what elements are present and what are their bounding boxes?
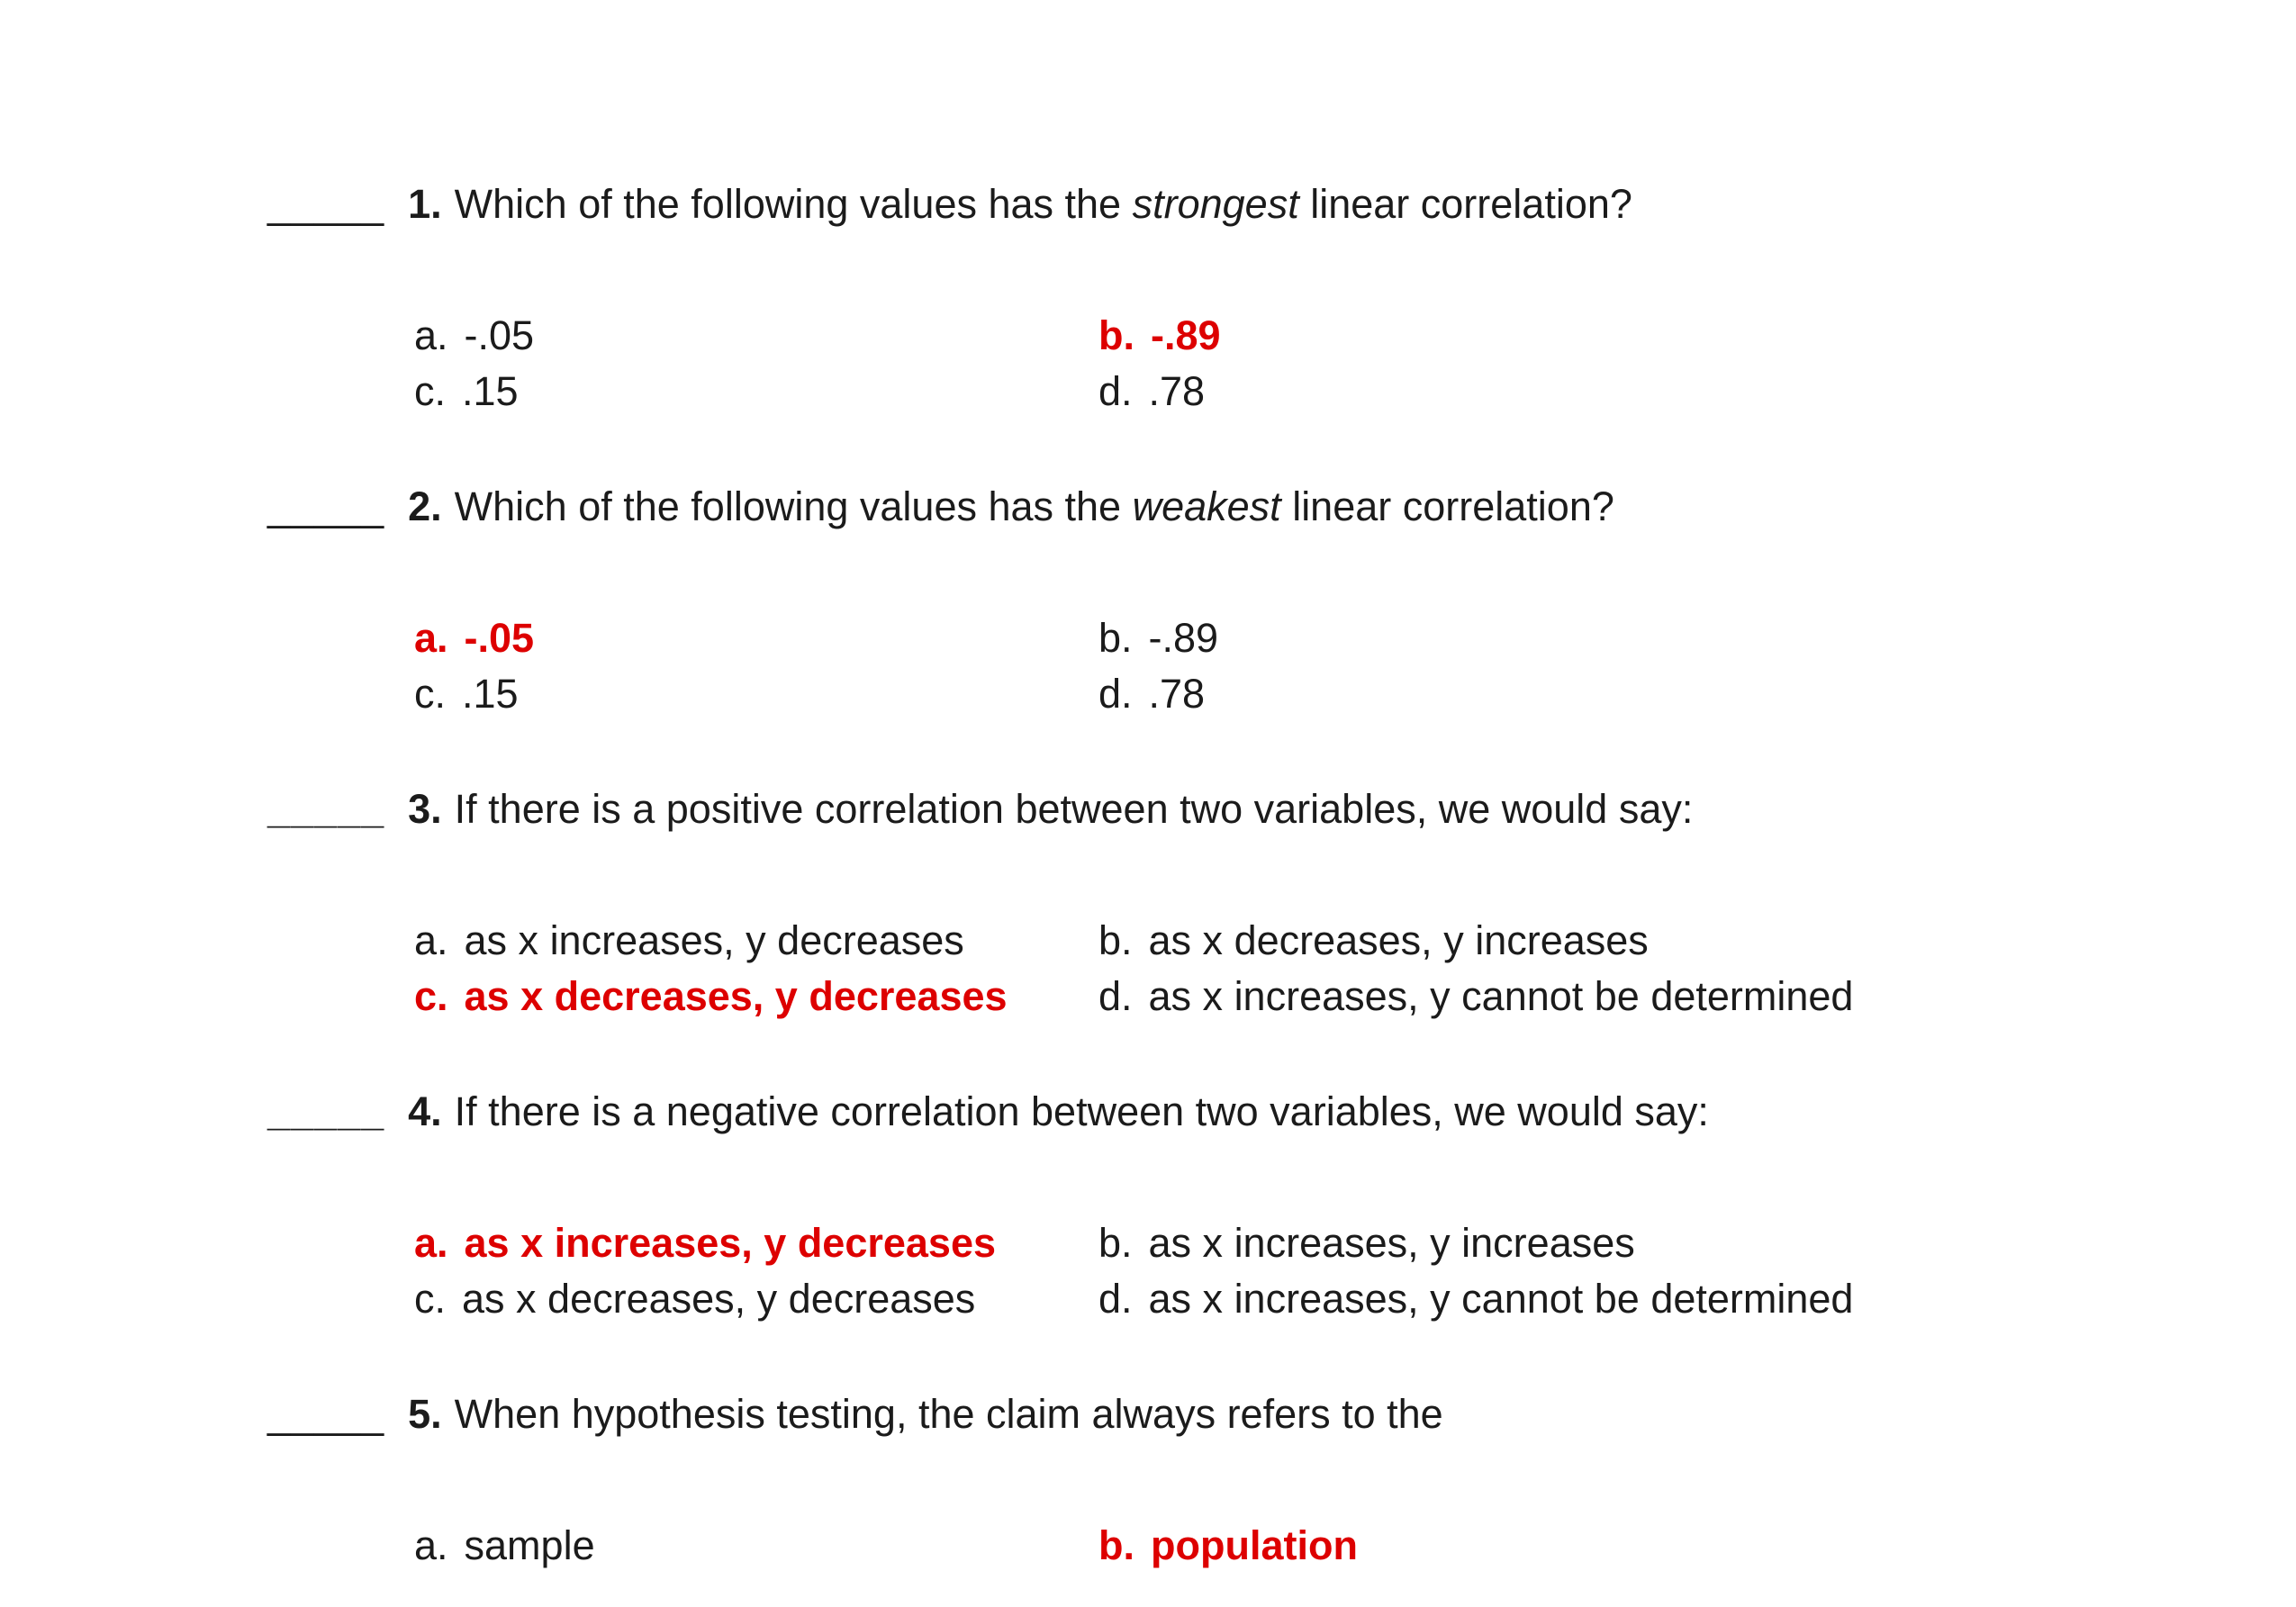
question-line [267,781,2242,837]
options-row [414,913,2242,969]
option-c [414,1271,1098,1327]
option-text: as x increases, y decreases [464,1220,997,1266]
option-d [1098,1271,1853,1327]
options-row [414,1518,2242,1574]
option-a [414,1518,1098,1574]
option-text: as x increases, y cannot be determined [1148,1276,1854,1322]
option-b [1098,308,1221,364]
option-d [1098,666,1205,722]
option-label: b. [1098,615,1133,661]
question-1 [267,176,2242,420]
options-row [414,308,2242,364]
question-line [267,1386,2242,1442]
option-text: -.89 [1151,312,1221,358]
question-text-after: linear correlation? [1298,181,1632,227]
options-row [414,364,2242,420]
option-text: -.05 [464,312,535,358]
question-text-before: Which of the following values has the [454,483,1133,529]
question-2 [267,479,2242,722]
option-c [414,364,1098,420]
question-text [455,1088,1709,1134]
question-3 [267,781,2242,1025]
option-label: d. [1098,671,1133,717]
option-label: a. [414,312,448,358]
option-c [414,666,1098,722]
option-label: c. [414,368,447,414]
question-number: 2. [408,483,442,529]
option-text: as x increases, y decreases [464,917,964,963]
option-c [414,969,1098,1025]
option-text: .15 [462,368,519,414]
option-label: b. [1098,1220,1133,1266]
options-row [414,1271,2242,1327]
option-b [1098,1215,1635,1271]
question-text-before: When hypothesis testing, the claim always refers to the [454,1391,1443,1437]
option-text: sample [464,1522,595,1568]
question-4 [267,1084,2242,1327]
option-text: as x decreases, y decreases [462,1276,976,1322]
question-text [455,181,1632,227]
option-label: a. [414,1522,448,1568]
option-label: c. [414,671,447,717]
answer-blank: _____ [267,181,385,227]
option-label: d. [1098,368,1133,414]
question-text-after: linear correlation? [1280,483,1614,529]
option-b [1098,1518,1358,1574]
options-row [414,1215,2242,1271]
options-list [414,1215,2242,1327]
option-label: c. [414,1276,447,1322]
option-label: c. [414,973,448,1019]
options-list [414,610,2242,722]
option-a [414,913,1098,969]
question-text-before: If there is a negative correlation between two variables, we would say: [454,1088,1709,1134]
option-label: b. [1098,1522,1134,1568]
option-label: a. [414,917,448,963]
option-text: as x increases, y increases [1148,1220,1635,1266]
option-text: -.89 [1148,615,1219,661]
question-number: 4. [408,1088,442,1134]
option-text: .78 [1148,671,1206,717]
question-line [267,1084,2242,1140]
option-text: as x increases, y cannot be determined [1148,973,1854,1019]
option-b [1098,913,1649,969]
option-a [414,1215,1098,1271]
option-label: a. [414,615,448,661]
option-text: population [1151,1522,1358,1568]
question-number: 3. [408,786,442,832]
options-row [414,610,2242,666]
option-text: as x decreases, y increases [1148,917,1649,963]
question-text [455,1391,1443,1437]
option-label: b. [1098,312,1134,358]
answer-blank: _____ [267,1088,385,1134]
question-emphasis: weakest [1132,483,1281,529]
option-b [1098,610,1218,666]
question-5 [267,1386,2242,1574]
answer-blank: _____ [267,786,385,832]
option-label: d. [1098,1276,1133,1322]
option-text: .78 [1148,368,1206,414]
question-text [455,483,1614,529]
option-text: .15 [462,671,519,717]
question-text-before: If there is a positive correlation between two variables, we would say: [454,786,1694,832]
option-label: a. [414,1220,448,1266]
question-emphasis: strongest [1132,181,1299,227]
question-line [267,479,2242,535]
options-row [414,666,2242,722]
options-list [414,913,2242,1025]
question-number: 1. [408,181,442,227]
options-list [414,308,2242,420]
option-text: as x decreases, y decreases [464,973,1008,1019]
options-list [414,1518,2242,1574]
option-text: -.05 [464,615,535,661]
question-line [267,176,2242,232]
question-text [455,786,1694,832]
option-a [414,308,1098,364]
option-label: d. [1098,973,1133,1019]
answer-blank: _____ [267,1391,385,1437]
question-number: 5. [408,1391,442,1437]
question-text-before: Which of the following values has the [454,181,1133,227]
options-row [414,969,2242,1025]
option-d [1098,364,1205,420]
option-a [414,610,1098,666]
answer-blank: _____ [267,483,385,529]
option-d [1098,969,1853,1025]
option-label: b. [1098,917,1133,963]
